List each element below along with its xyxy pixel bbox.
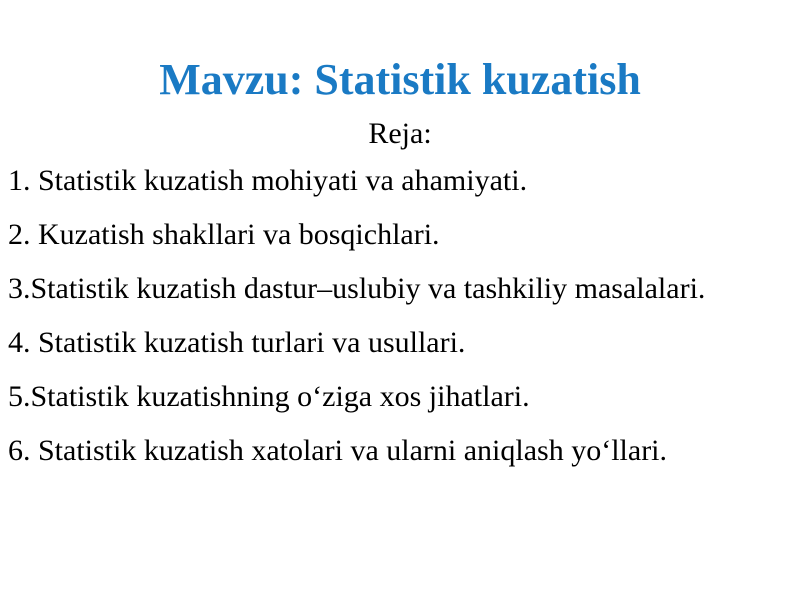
plan-list [8, 163, 790, 487]
plan-item-1: 1. Statistik kuzatish mohiyati va ahamiyati. [8, 164, 528, 197]
plan-item-4: 4. Statistik kuzatish turlari va usullari. [8, 326, 466, 359]
slide-title: Mavzu: Statistik kuzatish [159, 55, 641, 104]
plan-item-5: 5.Statistik kuzatishning o‘ziga xos jihatlari. [8, 380, 530, 413]
plan-item-6: 6. Statistik kuzatish xatolari va ularni aniqlash yo‘llari. [8, 434, 668, 467]
plan-item-2: 2. Kuzatish shakllari va bosqichlari. [8, 218, 440, 251]
plan-heading: Reja: [368, 117, 432, 150]
plan-item-3: 3.Statistik kuzatish dastur–uslubiy va tashkiliy masalalari. [8, 272, 706, 305]
